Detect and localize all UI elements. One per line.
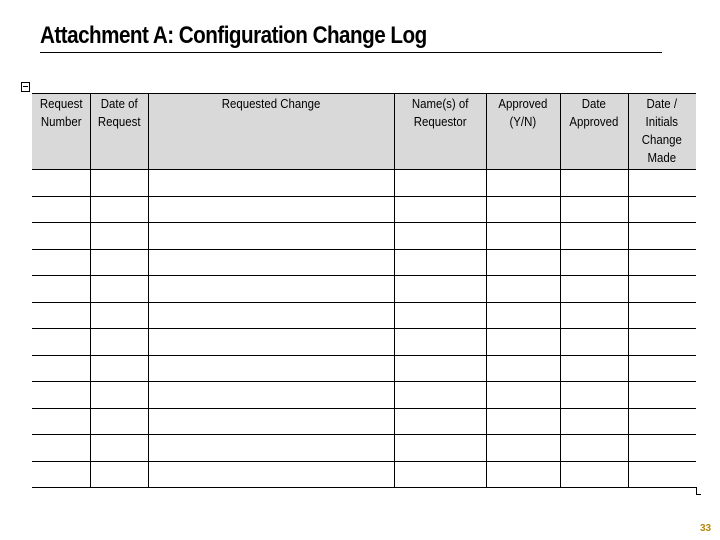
- table-cell[interactable]: [560, 355, 628, 382]
- table-cell[interactable]: [628, 355, 696, 382]
- table-cell[interactable]: [486, 276, 560, 303]
- table-cell[interactable]: [628, 223, 696, 250]
- table-cell[interactable]: [628, 276, 696, 303]
- table-cell[interactable]: [560, 408, 628, 435]
- table-cell[interactable]: [394, 329, 486, 356]
- column-header-change-made: [628, 94, 696, 170]
- table-cell[interactable]: [32, 382, 90, 409]
- page-title: Attachment A: Configuration Change Log: [40, 22, 427, 49]
- column-header-requested-change: [148, 94, 394, 170]
- table-cell[interactable]: [394, 355, 486, 382]
- table-cell[interactable]: [32, 196, 90, 223]
- table-cell[interactable]: [560, 461, 628, 488]
- table-cell[interactable]: [90, 249, 148, 276]
- column-header-label: Date of Request: [97, 96, 141, 129]
- table-cell[interactable]: [560, 276, 628, 303]
- column-header-request-number: [32, 94, 90, 170]
- table-cell[interactable]: [148, 435, 394, 462]
- table-cell[interactable]: [90, 461, 148, 488]
- table-cell[interactable]: [486, 355, 560, 382]
- table-cell[interactable]: [560, 435, 628, 462]
- column-header-label: Request Number: [39, 96, 83, 129]
- column-header-date-approved: [560, 94, 628, 170]
- table-cell[interactable]: [32, 223, 90, 250]
- table-cell[interactable]: [486, 170, 560, 197]
- table-cell[interactable]: [628, 408, 696, 435]
- table-cell[interactable]: [90, 223, 148, 250]
- table-cell[interactable]: [394, 302, 486, 329]
- table-cell[interactable]: [394, 249, 486, 276]
- table-cell[interactable]: [90, 408, 148, 435]
- table-row: [32, 223, 696, 250]
- table-cell[interactable]: [560, 249, 628, 276]
- table-body: [32, 170, 696, 488]
- table-cell[interactable]: [486, 196, 560, 223]
- table-cell[interactable]: [628, 249, 696, 276]
- column-header-label: Name(s) of Requestor: [411, 96, 469, 129]
- table-row: [32, 408, 696, 435]
- table-row: [32, 435, 696, 462]
- table-cell[interactable]: [486, 302, 560, 329]
- corner-marker-icon: [696, 487, 701, 495]
- table-cell[interactable]: [32, 249, 90, 276]
- table-cell[interactable]: [394, 461, 486, 488]
- table-cell[interactable]: [486, 435, 560, 462]
- table-cell[interactable]: [148, 355, 394, 382]
- table-cell[interactable]: [90, 276, 148, 303]
- table-cell[interactable]: [90, 329, 148, 356]
- table-cell[interactable]: [628, 196, 696, 223]
- table-cell[interactable]: [486, 461, 560, 488]
- column-header-date-of-request: [90, 94, 148, 170]
- table-row: [32, 461, 696, 488]
- table-cell[interactable]: [148, 382, 394, 409]
- table-cell[interactable]: [32, 276, 90, 303]
- table-cell[interactable]: [486, 249, 560, 276]
- column-header-requestor: [394, 94, 486, 170]
- table-cell[interactable]: [628, 329, 696, 356]
- table-cell[interactable]: [394, 170, 486, 197]
- table-cell[interactable]: [628, 170, 696, 197]
- table-cell[interactable]: [560, 196, 628, 223]
- table-cell[interactable]: [560, 170, 628, 197]
- title-underline: [40, 52, 662, 53]
- table-cell[interactable]: [90, 302, 148, 329]
- column-header-label: Requested Change: [221, 96, 321, 111]
- page-number: 33: [700, 523, 712, 534]
- table-row: [32, 355, 696, 382]
- table-cell[interactable]: [394, 196, 486, 223]
- table-cell[interactable]: [32, 302, 90, 329]
- table-cell[interactable]: [148, 249, 394, 276]
- table-row: [32, 276, 696, 303]
- table-cell[interactable]: [628, 435, 696, 462]
- column-header-label: Approved (Y/N): [498, 96, 548, 129]
- table-cell[interactable]: [148, 276, 394, 303]
- table-cell[interactable]: [32, 461, 90, 488]
- configuration-change-log-table: [32, 93, 696, 488]
- table-cell[interactable]: [628, 302, 696, 329]
- column-header-label: Date Approved: [569, 96, 619, 129]
- table-cell[interactable]: [628, 461, 696, 488]
- table-cell[interactable]: [90, 196, 148, 223]
- table-row: [32, 329, 696, 356]
- table-cell[interactable]: [486, 382, 560, 409]
- table-cell[interactable]: [90, 170, 148, 197]
- table-cell[interactable]: [148, 329, 394, 356]
- table-cell[interactable]: [148, 302, 394, 329]
- table-cell[interactable]: [90, 382, 148, 409]
- table-cell[interactable]: [32, 170, 90, 197]
- table-cell[interactable]: [148, 408, 394, 435]
- table-cell[interactable]: [90, 355, 148, 382]
- table-cell[interactable]: [394, 223, 486, 250]
- table-cell[interactable]: [32, 329, 90, 356]
- table-cell[interactable]: [560, 223, 628, 250]
- table-cell[interactable]: [394, 276, 486, 303]
- table-cell[interactable]: [394, 382, 486, 409]
- table-cell[interactable]: [560, 302, 628, 329]
- table-row: [32, 302, 696, 329]
- table-cell[interactable]: [486, 408, 560, 435]
- column-header-label: Date / Initials Change Made: [642, 96, 683, 165]
- table-cell[interactable]: [148, 223, 394, 250]
- table-cell[interactable]: [148, 196, 394, 223]
- table-row: [32, 170, 696, 197]
- corner-marker-icon: [21, 82, 30, 92]
- table-cell[interactable]: [486, 329, 560, 356]
- table-cell[interactable]: [628, 382, 696, 409]
- table-row: [32, 382, 696, 409]
- table-row: [32, 249, 696, 276]
- table-cell[interactable]: [32, 408, 90, 435]
- table-cell[interactable]: [560, 329, 628, 356]
- table-cell[interactable]: [486, 223, 560, 250]
- table-cell[interactable]: [148, 170, 394, 197]
- table-cell[interactable]: [394, 435, 486, 462]
- column-header-approved: [486, 94, 560, 170]
- table-cell[interactable]: [394, 408, 486, 435]
- table-cell[interactable]: [32, 355, 90, 382]
- table-cell[interactable]: [148, 461, 394, 488]
- table-cell[interactable]: [560, 382, 628, 409]
- table-cell[interactable]: [90, 435, 148, 462]
- table-cell[interactable]: [32, 435, 90, 462]
- table-header-row: [32, 94, 696, 170]
- table-row: [32, 196, 696, 223]
